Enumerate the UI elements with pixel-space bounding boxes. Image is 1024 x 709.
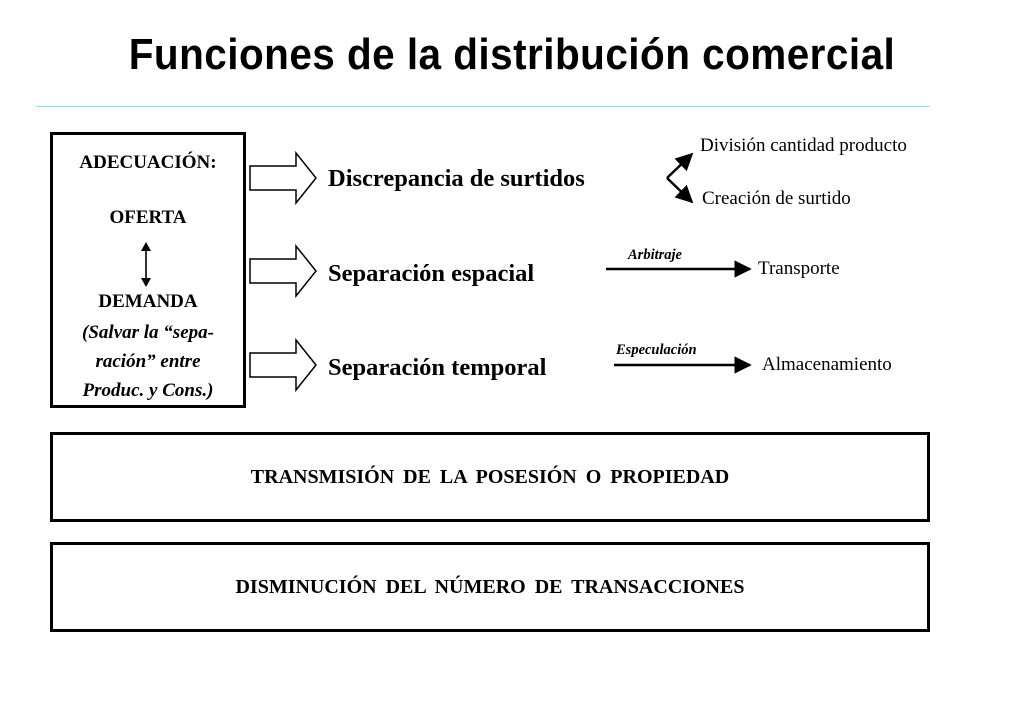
page-title: Funciones de la distribución comercial xyxy=(128,30,896,79)
block-arrow-espacial-icon xyxy=(250,246,316,296)
note-line-3: Produc. y Cons.) xyxy=(82,380,214,401)
block-arrow-temporal-icon xyxy=(250,340,316,390)
transmision-label: TRANSMISIÓN DE LA POSESIÓN O PROPIEDAD xyxy=(250,465,730,488)
especulacion-label: Especulación xyxy=(616,342,697,358)
disminucion-box xyxy=(50,542,930,632)
disminucion-label: DISMINUCIÓN DEL NÚMERO DE TRANSACCIONES xyxy=(235,575,745,598)
oferta-label: OFERTA xyxy=(109,207,187,228)
demanda-label: DEMANDA xyxy=(98,291,198,312)
espacial-label: Separación espacial xyxy=(328,260,535,287)
arbitraje-label: Arbitraje xyxy=(628,247,682,263)
almacenamiento-label: Almacenamiento xyxy=(762,354,892,375)
block-arrow-discrepancia-icon xyxy=(250,153,316,203)
discrepancia-label: Discrepancia de surtidos xyxy=(328,165,585,192)
branch-arrows-icon xyxy=(667,154,692,202)
transporte-label: Transporte xyxy=(758,258,840,279)
creacion-label: Creación de surtido xyxy=(702,188,851,209)
division-label: División cantidad producto xyxy=(700,135,907,156)
note-line-2: ración” entre xyxy=(95,351,201,372)
adecuacion-label: ADECUACIÓN: xyxy=(79,152,217,173)
oferta-demanda-double-arrow-icon xyxy=(141,242,151,287)
transmision-box xyxy=(50,432,930,522)
temporal-label: Separación temporal xyxy=(328,354,547,381)
note-line-1: (Salvar la “sepa- xyxy=(82,322,214,343)
